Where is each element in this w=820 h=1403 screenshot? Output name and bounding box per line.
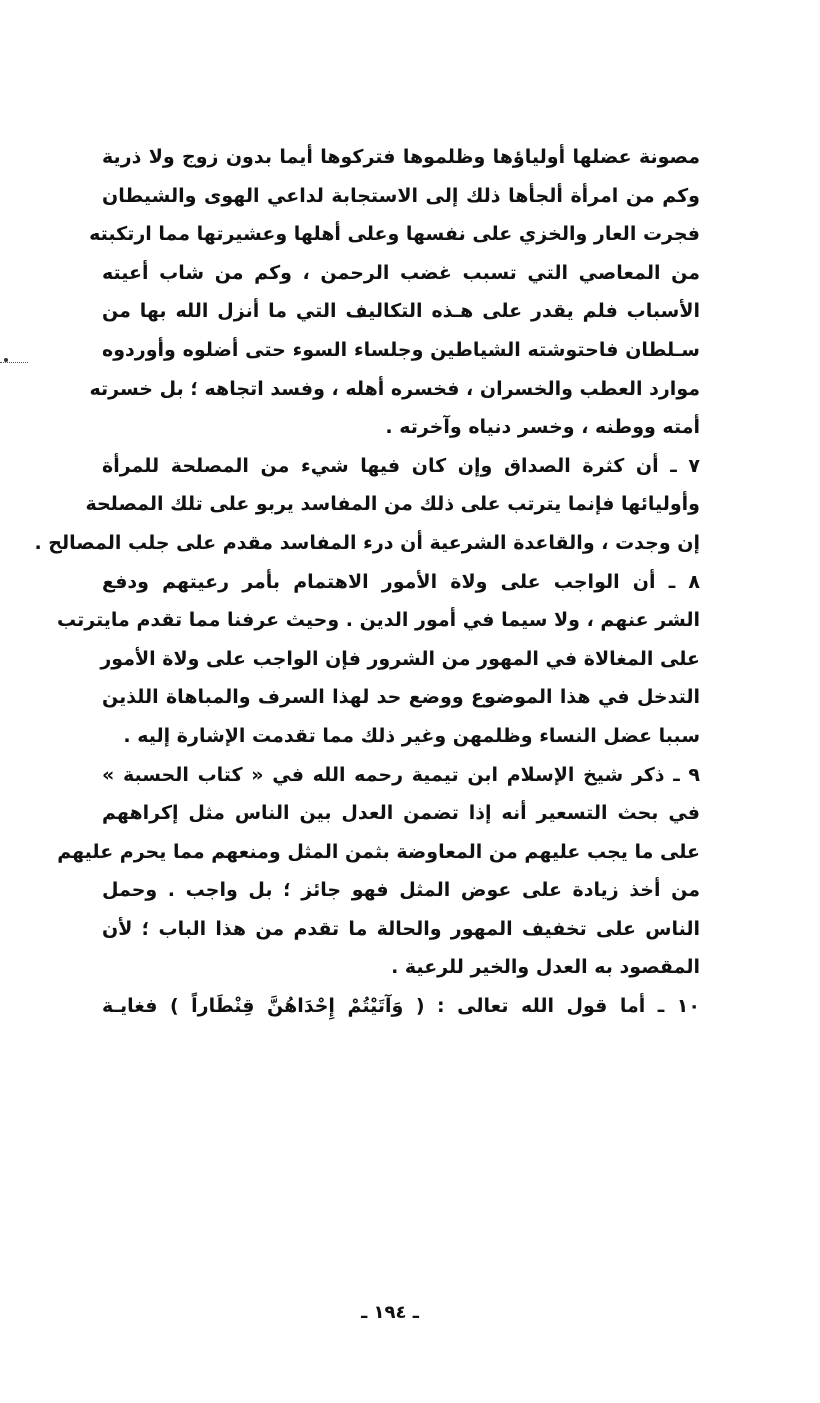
text-line: من أخذ زيادة على عوض المثل فهو جائز ؛ بل واجب . وحمل <box>102 879 700 902</box>
paragraph-item-10 <box>102 987 700 1026</box>
text-line: وأوليائها فإنما يترتب على ذلك من المفاسد يربو على تلك المصلحة <box>85 493 700 516</box>
text-line: على ما يجب عليهم من المعاوضة بثمن المثل ومنعهم مما يحرم عليهم <box>57 840 700 863</box>
text-line: من المعاصي التي تسبب غضب الرحمن ، وكم من شاب أعيته <box>102 261 700 284</box>
text-line: في بحث التسعير أنه إذا تضمن العدل بين الناس مثل إكراههم <box>102 802 700 825</box>
text-line: ٨ ـ أن الواجب على ولاة الأمور الاهتمام بأمر رعيتهم ودفع <box>102 570 700 593</box>
text-line: الشر عنهم ، ولا سيما في أمور الدين . وحيث عرفنا مما تقدم مايترتب <box>56 609 700 632</box>
text-line: الناس على تخفيف المهور والحالة ما تقدم من هذا الباب ؛ لأن <box>102 917 700 940</box>
text-line: إن وجدت ، والقاعدة الشرعية أن درء المفاسد مقدم على جلب المصالح . <box>34 531 700 554</box>
text-line: المقصود به العدل والخير للرعية . <box>391 956 700 979</box>
paragraph-continuation <box>89 138 700 447</box>
text-line: موارد العطب والخسران ، فخسره أهله ، وفسد اتجاهه ؛ بل خسرته <box>89 377 700 400</box>
text-line: ١٠ ـ أما قول الله تعالى : ( وَآتَيْتُمْ إِحْدَاهُنَّ قِنْطَاراً ) فغايـة <box>102 995 700 1018</box>
paragraph-item-9 <box>57 756 700 988</box>
text-line: على المغالاة في المهور من الشرور فإن الواجب على ولاة الأمور <box>100 647 700 670</box>
paragraph-item-8 <box>56 563 700 756</box>
text-line: فجرت العار والخزي على نفسها وعلى أهلها وعشيرتها مما ارتكبته <box>89 223 700 246</box>
text-line: سببا عضل النساء وظلمهن وغير ذلك مما تقدمت الإشارة إليه . <box>123 724 700 747</box>
paragraph-item-7 <box>34 447 700 563</box>
text-line: سـلطان فاحتوشته الشياطين وجلساء السوء حتى أضلوه وأوردوه <box>102 338 700 361</box>
text-line: مصونة عضلها أولياؤها وظلموها فتركوها أيما بدون زوج ولا ذرية <box>102 146 700 168</box>
text-line: ٩ ـ ذكر شيخ الإسلام ابن تيمية رحمه الله في « كتاب الحسبة » <box>102 763 700 786</box>
margin-dotted-mark <box>0 362 28 365</box>
text-line: التدخل في هذا الموضوع ووضع حد لهذا السرف والمباهاة اللذين <box>102 686 700 709</box>
text-line: ٧ ـ أن كثرة الصداق وإن كان فيها شيء من المصلحة للمرأة <box>102 454 700 477</box>
body-text <box>34 138 700 1026</box>
text-line: الأسباب فلم يقدر على هـذه التكاليف التي ما أنزل الله بها من <box>102 300 700 323</box>
page-number: ـ ١٩٤ ـ <box>361 1302 419 1323</box>
text-line: وكم من امرأة ألجأها ذلك إلى الاستجابة لداعي الهوى والشيطان <box>102 184 700 207</box>
text-line: أمته ووطنه ، وخسر دنياه وآخرته . <box>385 416 700 439</box>
